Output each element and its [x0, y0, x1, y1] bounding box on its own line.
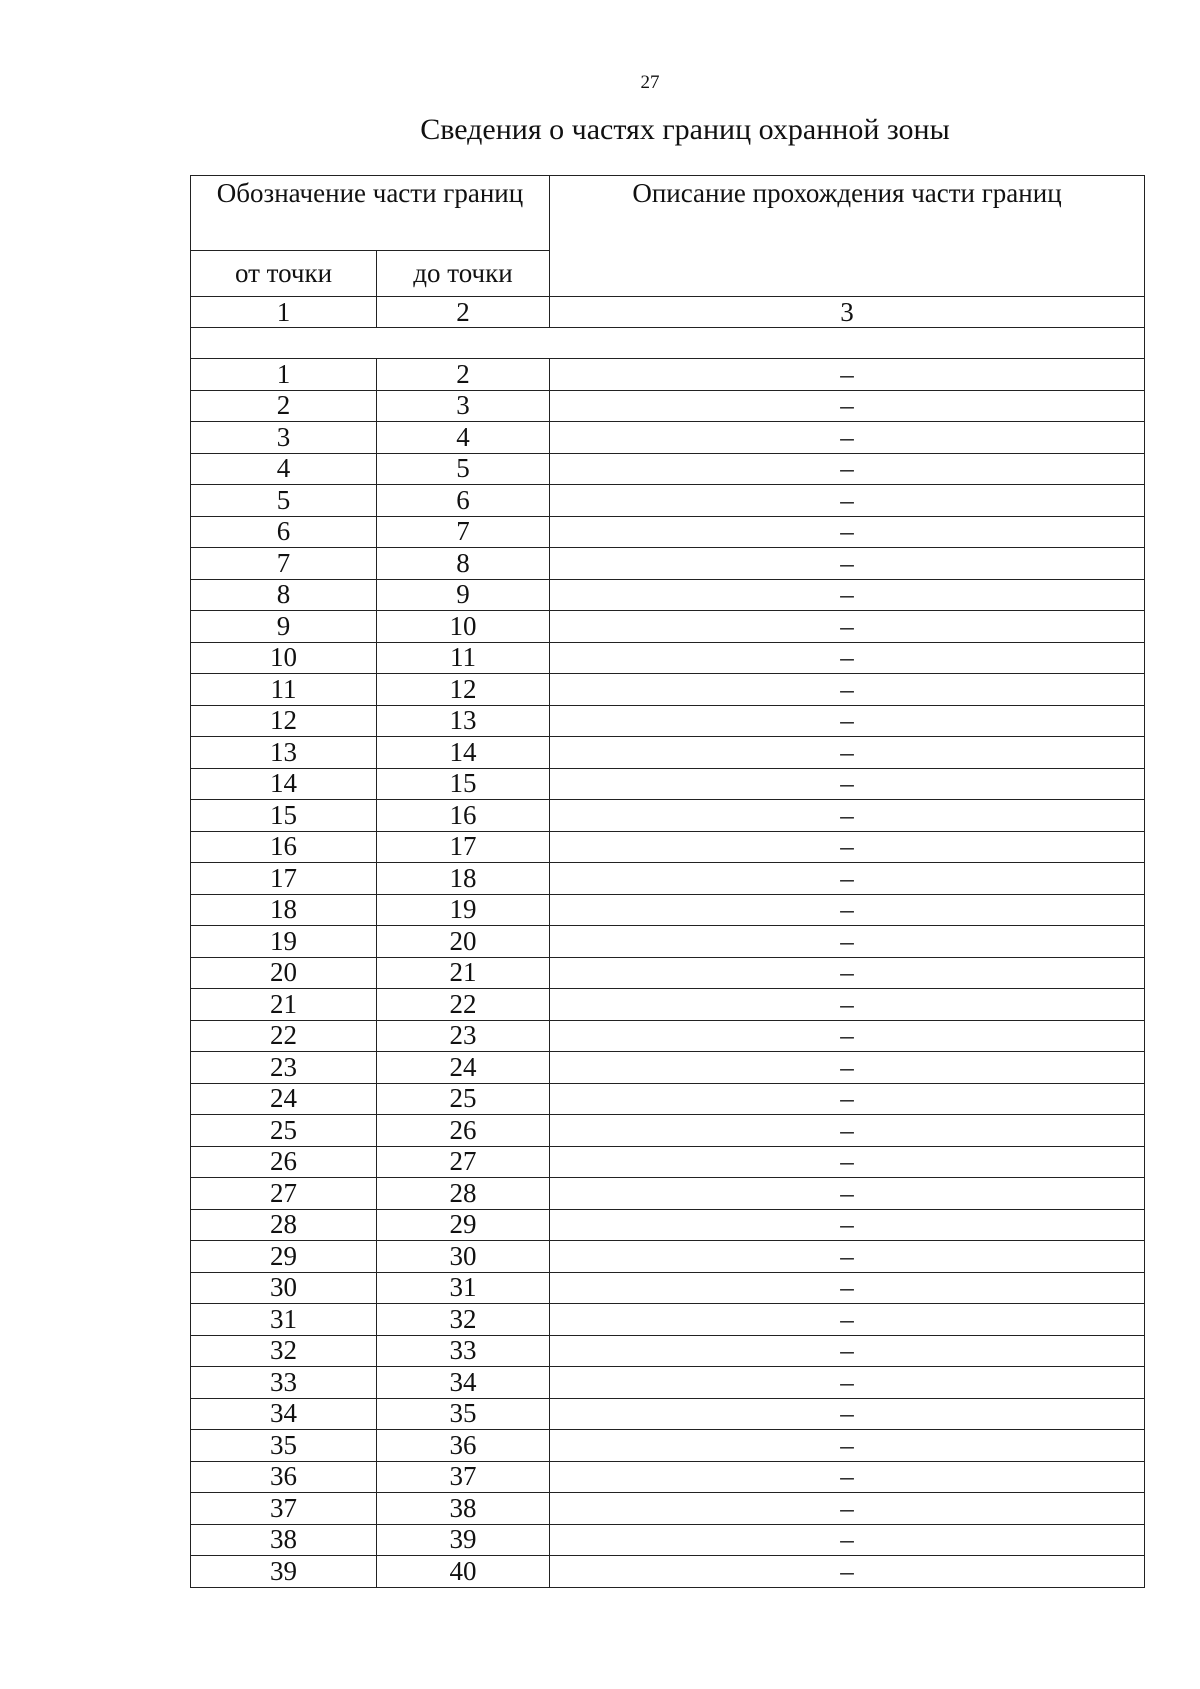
- to-point-cell: 2: [377, 359, 550, 391]
- section-row: [191, 328, 1145, 359]
- from-point-cell: 12: [191, 705, 377, 737]
- table-row: [191, 1272, 1145, 1304]
- table-row: [191, 800, 1145, 832]
- column-number: 1: [191, 297, 377, 328]
- from-point-cell: 13: [191, 737, 377, 769]
- to-point-cell: 19: [377, 894, 550, 926]
- from-point-cell: 28: [191, 1209, 377, 1241]
- table-row: [191, 516, 1145, 548]
- page-number: 27: [640, 72, 660, 93]
- description-cell: –: [550, 926, 1145, 958]
- header-boundary-part-designation: Обозначение части границ: [191, 176, 550, 251]
- from-point-cell: 24: [191, 1083, 377, 1115]
- description-cell: –: [550, 1146, 1145, 1178]
- from-point-cell: 2: [191, 390, 377, 422]
- from-point-cell: 22: [191, 1020, 377, 1052]
- table-row: [191, 390, 1145, 422]
- table-body: [191, 176, 1145, 1588]
- from-point-cell: 8: [191, 579, 377, 611]
- to-point-cell: 14: [377, 737, 550, 769]
- description-cell: –: [550, 516, 1145, 548]
- to-point-cell: 20: [377, 926, 550, 958]
- to-point-cell: 6: [377, 485, 550, 517]
- from-point-cell: 7: [191, 548, 377, 580]
- description-cell: –: [550, 1083, 1145, 1115]
- table-row: [191, 359, 1145, 391]
- from-point-cell: 20: [191, 957, 377, 989]
- table-row: [191, 1461, 1145, 1493]
- to-point-cell: 30: [377, 1241, 550, 1273]
- to-point-cell: 40: [377, 1556, 550, 1588]
- from-point-cell: 39: [191, 1556, 377, 1588]
- table-row: [191, 1083, 1145, 1115]
- from-point-cell: 5: [191, 485, 377, 517]
- boundary-parts-table: [190, 175, 1145, 1588]
- description-cell: –: [550, 390, 1145, 422]
- from-point-cell: 15: [191, 800, 377, 832]
- description-cell: –: [550, 1524, 1145, 1556]
- to-point-cell: 13: [377, 705, 550, 737]
- to-point-cell: 7: [377, 516, 550, 548]
- description-cell: –: [550, 359, 1145, 391]
- table-row: [191, 1493, 1145, 1525]
- description-cell: –: [550, 1335, 1145, 1367]
- table-row: [191, 957, 1145, 989]
- header-to-point: до точки: [377, 251, 550, 297]
- to-point-cell: 34: [377, 1367, 550, 1399]
- description-cell: –: [550, 642, 1145, 674]
- table-row: [191, 579, 1145, 611]
- table-row: [191, 831, 1145, 863]
- description-cell: –: [550, 1209, 1145, 1241]
- table-row: [191, 1052, 1145, 1084]
- column-number-row: [191, 297, 1145, 328]
- description-cell: –: [550, 1461, 1145, 1493]
- from-point-cell: 23: [191, 1052, 377, 1084]
- from-point-cell: 18: [191, 894, 377, 926]
- description-cell: –: [550, 1272, 1145, 1304]
- description-cell: –: [550, 674, 1145, 706]
- table-row: [191, 737, 1145, 769]
- table-row: [191, 1304, 1145, 1336]
- table-row: [191, 926, 1145, 958]
- description-cell: –: [550, 989, 1145, 1021]
- table-row: [191, 1430, 1145, 1462]
- description-cell: –: [550, 705, 1145, 737]
- description-cell: –: [550, 1241, 1145, 1273]
- from-point-cell: 17: [191, 863, 377, 895]
- from-point-cell: 37: [191, 1493, 377, 1525]
- to-point-cell: 8: [377, 548, 550, 580]
- description-cell: –: [550, 611, 1145, 643]
- to-point-cell: 5: [377, 453, 550, 485]
- to-point-cell: 11: [377, 642, 550, 674]
- to-point-cell: 33: [377, 1335, 550, 1367]
- header-row: [191, 176, 1145, 251]
- description-cell: –: [550, 1052, 1145, 1084]
- table-row: [191, 1556, 1145, 1588]
- to-point-cell: 35: [377, 1398, 550, 1430]
- from-point-cell: 31: [191, 1304, 377, 1336]
- description-cell: –: [550, 548, 1145, 580]
- to-point-cell: 4: [377, 422, 550, 454]
- table-row: [191, 1398, 1145, 1430]
- to-point-cell: 32: [377, 1304, 550, 1336]
- table-row: [191, 1524, 1145, 1556]
- from-point-cell: 36: [191, 1461, 377, 1493]
- description-cell: –: [550, 737, 1145, 769]
- table-row: [191, 989, 1145, 1021]
- from-point-cell: 34: [191, 1398, 377, 1430]
- to-point-cell: 15: [377, 768, 550, 800]
- table-row: [191, 1115, 1145, 1147]
- description-cell: –: [550, 1556, 1145, 1588]
- table-row: [191, 1335, 1145, 1367]
- from-point-cell: 27: [191, 1178, 377, 1210]
- table-row: [191, 1020, 1145, 1052]
- table-row: [191, 768, 1145, 800]
- from-point-cell: 1: [191, 359, 377, 391]
- from-point-cell: 6: [191, 516, 377, 548]
- to-point-cell: 26: [377, 1115, 550, 1147]
- table-row: [191, 642, 1145, 674]
- from-point-cell: 26: [191, 1146, 377, 1178]
- description-cell: –: [550, 485, 1145, 517]
- table-row: [191, 422, 1145, 454]
- from-point-cell: 32: [191, 1335, 377, 1367]
- from-point-cell: 14: [191, 768, 377, 800]
- description-cell: –: [550, 453, 1145, 485]
- header-from-point: от точки: [191, 251, 377, 297]
- table-row: [191, 1146, 1145, 1178]
- description-cell: –: [550, 1367, 1145, 1399]
- table-row: [191, 1241, 1145, 1273]
- to-point-cell: 24: [377, 1052, 550, 1084]
- table-row: [191, 863, 1145, 895]
- table-row: [191, 705, 1145, 737]
- to-point-cell: 18: [377, 863, 550, 895]
- description-cell: –: [550, 768, 1145, 800]
- table-row: [191, 611, 1145, 643]
- to-point-cell: 21: [377, 957, 550, 989]
- description-cell: –: [550, 800, 1145, 832]
- to-point-cell: 23: [377, 1020, 550, 1052]
- from-point-cell: 29: [191, 1241, 377, 1273]
- description-cell: –: [550, 1304, 1145, 1336]
- description-cell: –: [550, 1115, 1145, 1147]
- table-row: [191, 894, 1145, 926]
- from-point-cell: 35: [191, 1430, 377, 1462]
- to-point-cell: 38: [377, 1493, 550, 1525]
- table-row: [191, 548, 1145, 580]
- to-point-cell: 39: [377, 1524, 550, 1556]
- from-point-cell: 10: [191, 642, 377, 674]
- description-cell: –: [550, 579, 1145, 611]
- to-point-cell: 29: [377, 1209, 550, 1241]
- to-point-cell: 36: [377, 1430, 550, 1462]
- table-row: [191, 1367, 1145, 1399]
- to-point-cell: 12: [377, 674, 550, 706]
- to-point-cell: 28: [377, 1178, 550, 1210]
- to-point-cell: 9: [377, 579, 550, 611]
- description-cell: –: [550, 1398, 1145, 1430]
- description-cell: –: [550, 1178, 1145, 1210]
- from-point-cell: 16: [191, 831, 377, 863]
- description-cell: –: [550, 1430, 1145, 1462]
- to-point-cell: 27: [377, 1146, 550, 1178]
- description-cell: –: [550, 1020, 1145, 1052]
- from-point-cell: 25: [191, 1115, 377, 1147]
- description-cell: –: [550, 894, 1145, 926]
- table-row: [191, 485, 1145, 517]
- table-row: [191, 674, 1145, 706]
- to-point-cell: 17: [377, 831, 550, 863]
- table-row: [191, 453, 1145, 485]
- from-point-cell: 33: [191, 1367, 377, 1399]
- description-cell: –: [550, 422, 1145, 454]
- to-point-cell: 16: [377, 800, 550, 832]
- from-point-cell: 19: [191, 926, 377, 958]
- description-cell: –: [550, 957, 1145, 989]
- description-cell: –: [550, 831, 1145, 863]
- description-cell: –: [550, 863, 1145, 895]
- to-point-cell: 31: [377, 1272, 550, 1304]
- to-point-cell: 10: [377, 611, 550, 643]
- document-title: Сведения о частях границ охранной зоны: [420, 113, 950, 146]
- from-point-cell: 38: [191, 1524, 377, 1556]
- column-number: 2: [377, 297, 550, 328]
- section-label: [191, 328, 1145, 359]
- to-point-cell: 22: [377, 989, 550, 1021]
- from-point-cell: 9: [191, 611, 377, 643]
- table-row: [191, 1178, 1145, 1210]
- description-cell: –: [550, 1493, 1145, 1525]
- header-boundary-description: Описание прохождения части границ: [550, 176, 1145, 297]
- to-point-cell: 37: [377, 1461, 550, 1493]
- column-number: 3: [550, 297, 1145, 328]
- from-point-cell: 4: [191, 453, 377, 485]
- to-point-cell: 25: [377, 1083, 550, 1115]
- from-point-cell: 3: [191, 422, 377, 454]
- from-point-cell: 21: [191, 989, 377, 1021]
- table-row: [191, 1209, 1145, 1241]
- from-point-cell: 11: [191, 674, 377, 706]
- to-point-cell: 3: [377, 390, 550, 422]
- from-point-cell: 30: [191, 1272, 377, 1304]
